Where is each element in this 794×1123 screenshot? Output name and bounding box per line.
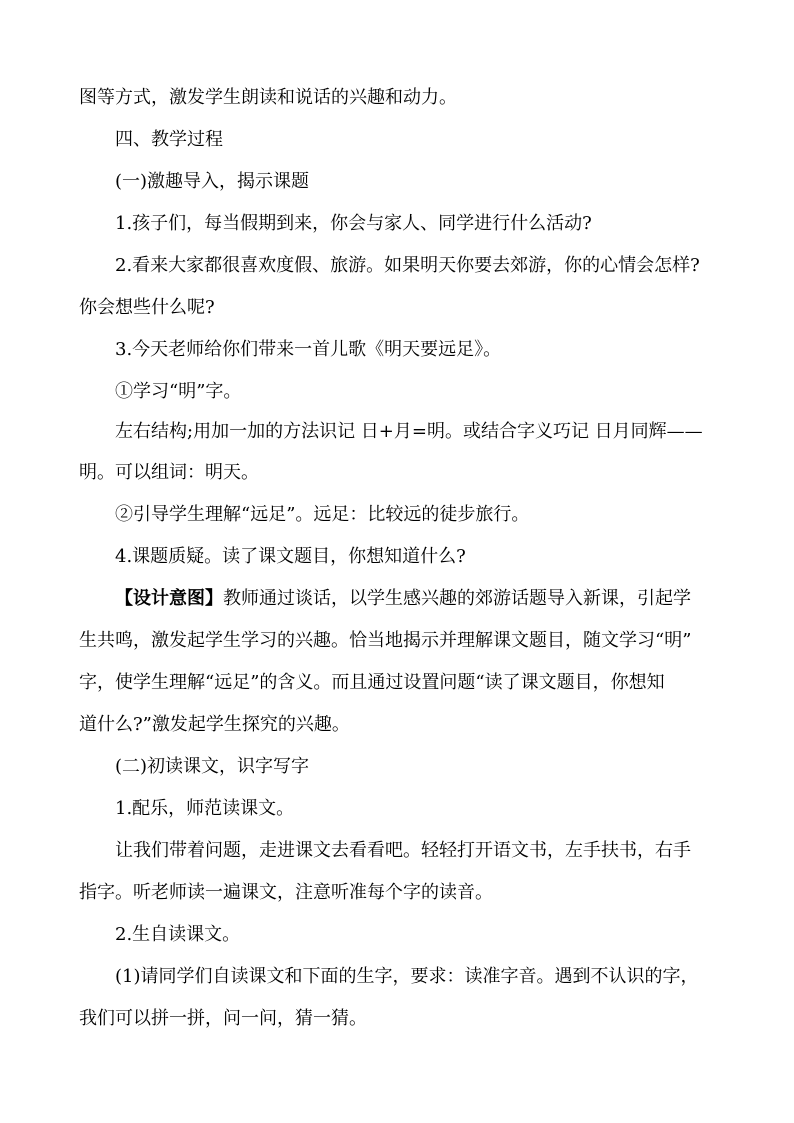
paragraph-line: 1.配乐，师范读课文。 xyxy=(115,798,295,819)
paragraph-line: 道什么?”激发起学生探究的兴趣。 xyxy=(79,714,350,735)
paragraph-line: 指字。听老师读一遍课文，注意听准每个字的读音。 xyxy=(79,882,493,903)
paragraph-line: 生共鸣，激发起学生学习的兴趣。恰当地揭示并理解课文题目，随文学习“明” xyxy=(79,630,692,651)
paragraph-line: 图等方式，激发学生朗读和说话的兴趣和动力。 xyxy=(79,87,457,108)
paragraph-line: 字，使学生理解“远足”的含义。而且通过设置问题“读了课文题目，你想知 xyxy=(79,672,665,693)
design-intent-text: 教师通过谈话，以学生感兴趣的郊游话题导入新课，引起学 xyxy=(223,588,691,609)
paragraph-line: 3.今天老师给你们带来一首儿歌《明天要远足》。 xyxy=(115,339,502,360)
paragraph-line: 2.看来大家都很喜欢度假、旅游。如果明天你要去郊游，你的心情会怎样? xyxy=(115,255,700,276)
paragraph-line: 让我们带着问题，走进课文去看看吧。轻轻打开语文书，左手扶书，右手 xyxy=(115,840,691,861)
paragraph-line: ②引导学生理解“远足”。远足：比较远的徒步旅行。 xyxy=(115,504,530,525)
paragraph-line: (1)请同学们自读课文和下面的生字，要求：读准字音。遇到不认识的字， xyxy=(115,966,699,987)
paragraph-line: 4.课题质疑。读了课文题目，你想知道什么? xyxy=(115,546,466,567)
section-heading: 四、教学过程 xyxy=(115,129,223,150)
paragraph-line: 2.生自读课文。 xyxy=(115,924,241,945)
paragraph-line: 左右结构;用加一加的方法识记 日+月=明。或结合字义巧记 日月同辉—— xyxy=(115,421,703,442)
paragraph-line: 我们可以拼一拼，问一问，猜一猜。 xyxy=(79,1008,367,1029)
design-intent-label: 【设计意图】 xyxy=(115,588,223,609)
paragraph-line: 1.孩子们，每当假期到来，你会与家人、同学进行什么活动? xyxy=(115,213,592,234)
paragraph-line: 你会想些什么呢? xyxy=(79,297,215,318)
subsection-heading: (一)激趣导入，揭示课题 xyxy=(115,171,310,192)
design-intent-line xyxy=(115,587,691,611)
paragraph-line: ①学习“明”字。 xyxy=(115,381,242,402)
subsection-heading: (二)初读课文，识字写字 xyxy=(115,756,310,777)
paragraph-line: 明。可以组词：明天。 xyxy=(79,462,259,483)
